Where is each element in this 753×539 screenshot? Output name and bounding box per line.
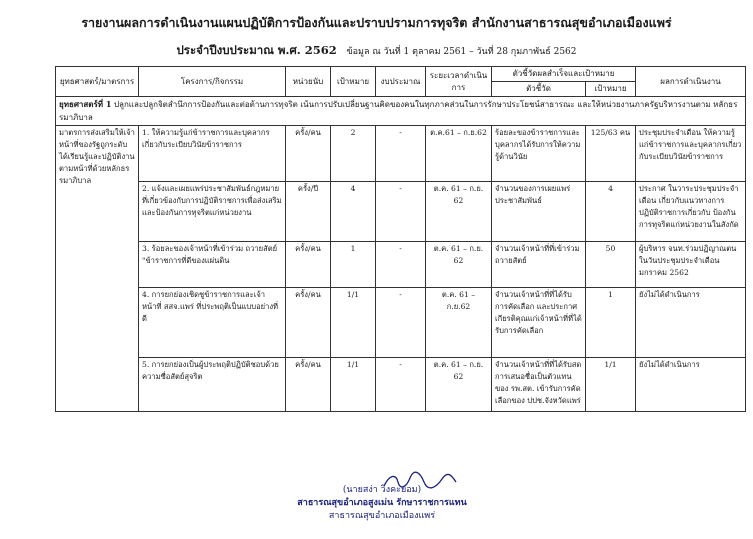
project-cell: 1. ให้ความรู้แก่ข้าราชการและบุคลากรเกี่ยวกับระเบียบวินัยข้าราชการ <box>139 126 286 182</box>
result-cell: ยังไม่ได้ดำเนินการ <box>636 358 746 412</box>
period-cell: ต.ค. 61 – ก.ย. 62 <box>426 242 492 288</box>
table-row <box>56 288 746 358</box>
indicator-cell: จำนวนเจ้าหน้าที่ที่ได้รับสดการเสนอชื่อเป็นตัวแทนของ รพ.สต. เข้ารับการคัดเลือกของ ปปช.จังหวัดแพร่ <box>492 358 586 412</box>
period-cell: ต.ค.61 – ก.ย.62 <box>426 126 492 182</box>
unit-cell: ครั้ง/คน <box>286 126 331 182</box>
budget-cell: - <box>376 182 426 242</box>
indicator-target-cell: 1/1 <box>586 358 636 412</box>
col-target: เป้าหมาย <box>331 67 376 97</box>
col-period: ระยะเวลาดำเนินการ <box>426 67 492 97</box>
col-indicator-target: เป้าหมาย <box>586 82 636 97</box>
table-row <box>56 182 746 242</box>
target-cell: 1 <box>331 242 376 288</box>
unit-cell: ครั้ง/คน <box>286 288 331 358</box>
result-cell: ผู้บริหาร จนท.ร่วมปฏิญาณตนในวันประชุมประจำเดือนมกราคม 2562 <box>636 242 746 288</box>
budget-cell: - <box>376 126 426 182</box>
indicator-cell: จำนวนเจ้าหน้าที่ที่ได้รับการคัดเลือก และประกาศเกียรติคุณแก่เจ้าหน้าที่ที่ได้รับการคัดเลือก <box>492 288 586 358</box>
period-cell: ต.ค. 61 – ก.ย. 62 <box>426 358 492 412</box>
target-cell: 4 <box>331 182 376 242</box>
strategy-label: ยุทธศาสตร์ที่ 1 <box>59 99 112 109</box>
target-cell: 1/1 <box>331 288 376 358</box>
strategy-text: ปลูกและปลูกจิตสำนึกการป้องกันและต่อต้านการทุจริต เน้นการปรับเปลี่ยนฐานคิดของคนในทุกภาคส่วนในการรักษาประโยชน์สาธารณะ และให้หน่วยงานภาครัฐบริหารงานตาม หลักธรรมาภิบาล <box>59 100 738 122</box>
signer-position-2: สาธารณสุขอำเภอเมืองแพร่ <box>328 511 436 521</box>
signer-name: (นายสง่า วิงคะยอม) <box>342 485 422 495</box>
indicator-cell: จำนวนเจ้าหน้าที่ที่เข้าร่วมถวายสัตย์ <box>492 242 586 288</box>
result-cell: ประชุมประจำเดือน ให้ความรู้แก่ข้าราชการและบุคลากรเกี่ยวกับระเบียบวินัยข้าราชการ <box>636 126 746 182</box>
indicator-target-cell: 125/63 คน <box>586 126 636 182</box>
indicator-target-cell: 50 <box>586 242 636 288</box>
period-cell: ต.ค. 61 – ก.ย.62 <box>426 288 492 358</box>
result-cell: ประกาศ ในวาระประชุมประจำเดือน เกี่ยวกับแนวทางการปฏิบัติราชการเกี่ยวกับ ป้องกันการทุจริตแก่หน่วยงานในสังกัด <box>636 182 746 242</box>
measure-cell: มาตรการส่งเสริมให้เจ้าหน้าที่ของรัฐถูกระดับได้เรียนรู้และปฏิบัติงานตามหน้าที่ด้วยหลักธรรมาภิบาล <box>56 126 139 412</box>
report-subtitle <box>0 42 753 60</box>
unit-cell: ครั้ง/คน <box>286 358 331 412</box>
header-row-1 <box>56 67 746 82</box>
project-cell: 3. ร้อยละของเจ้าหน้าที่เข้าร่วม ถวายสัตย์ "ข้าราชการที่ดีของแผ่นดิน <box>139 242 286 288</box>
project-cell: 2. แจ้งและเผยแพร่ประชาสัมพันธ์กฎหมายที่เกี่ยวข้องกับการปฏิบัติราชการเพื่อส่งเสริมและป้องกันการทุจริตแก่หน่วยงาน <box>139 182 286 242</box>
strategy-row <box>56 97 746 126</box>
indicator-target-cell: 1 <box>586 288 636 358</box>
budget-cell: - <box>376 242 426 288</box>
indicator-target-cell: 4 <box>586 182 636 242</box>
col-budget: งบประมาณ <box>376 67 426 97</box>
target-cell: 1/1 <box>331 358 376 412</box>
col-result: ผลการดำเนินงาน <box>636 67 746 97</box>
result-cell: ยังไม่ได้ดำเนินการ <box>636 288 746 358</box>
target-cell: 2 <box>331 126 376 182</box>
col-indicator-group: ตัวชี้วัดผลสำเร็จและเป้าหมาย <box>492 67 636 82</box>
project-cell: 5. การยกย่องเป็นผู้ประพฤติปฏิบัติชอบด้วยความซื่อสัตย์สุจริต <box>139 358 286 412</box>
col-project: โครงการ/กิจกรรม <box>139 67 286 97</box>
table-row <box>56 242 746 288</box>
report-title: รายงานผลการดำเนินงานแผนปฏิบัติการป้องกันและปราบปรามการทุจริต สำนักงานสาธารณสุขอำเภอเมืองแพร่ <box>81 15 672 30</box>
table-row <box>56 358 746 412</box>
unit-cell: ครั้ง/ปี <box>286 182 331 242</box>
budget-cell: - <box>376 288 426 358</box>
col-strategy: ยุทธศาสตร์/มาตรการ <box>56 67 139 97</box>
budget-cell: - <box>376 358 426 412</box>
col-unit: หน่วยนับ <box>286 67 331 97</box>
period-cell: ต.ค. 61 – ก.ย. 62 <box>426 182 492 242</box>
unit-cell: ครั้ง/คน <box>286 242 331 288</box>
indicator-cell: จำนวนของการเผยแพร่ประชาสัมพันธ์ <box>492 182 586 242</box>
table-row <box>56 126 746 182</box>
signer-position-1: สาธารณสุขอำเภอสูงเม่น รักษาราชการแทน <box>297 498 467 508</box>
as-of-date: ข้อมูล ณ วันที่ 1 ตุลาคม 2561 – วันที่ 28 กุมภาพันธ์ 2562 <box>346 47 577 57</box>
report-table <box>55 66 746 412</box>
indicator-cell: ร้อยละของข้าราชการและบุคลากรได้รับการให้ความรู้ด้านวินัย <box>492 126 586 182</box>
fiscal-year: ประจำปีงบประมาณ พ.ศ. 2562 <box>176 43 337 57</box>
project-cell: 4. การยกย่องเชิดชูข้าราชการและเจ้าหน้าที่ สสจ.แพร่ ที่ประพฤติเป็นแบบอย่างที่ดี <box>139 288 286 358</box>
col-indicator: ตัวชี้วัด <box>492 82 586 97</box>
signature-block <box>282 484 482 523</box>
